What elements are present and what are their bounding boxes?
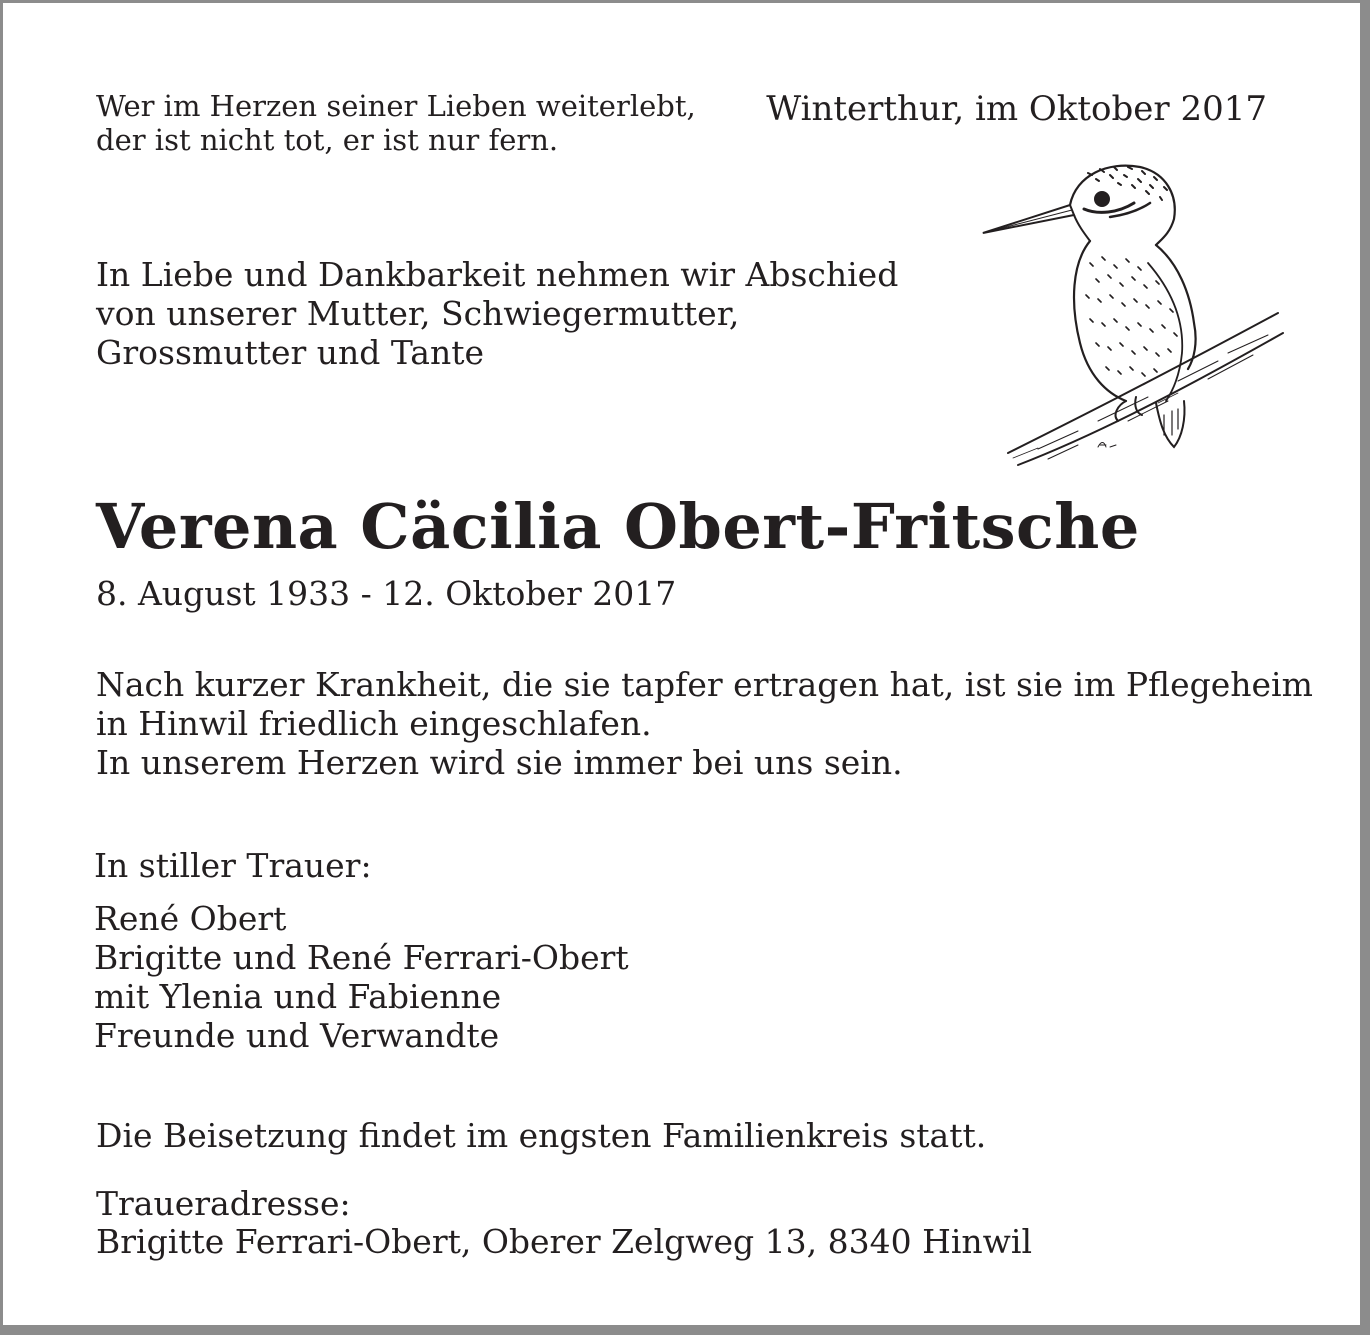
message-line: in Hinwil friedlich eingeschlafen. bbox=[96, 704, 652, 743]
mourner-item: Freunde und Verwandte bbox=[94, 1016, 500, 1055]
address-label: Traueradresse: bbox=[96, 1184, 351, 1223]
mourner-item: Brigitte und René Ferrari-Obert bbox=[94, 938, 629, 977]
intro-text bbox=[96, 255, 898, 372]
motto-line: der ist nicht tot, er ist nur fern. bbox=[96, 123, 559, 157]
intro-line: In Liebe und Dankbarkeit nehmen wir Abschied bbox=[96, 255, 899, 294]
intro-line: Grossmutter und Tante bbox=[96, 333, 485, 372]
motto-line: Wer im Herzen seiner Lieben weiterlebt, bbox=[96, 89, 696, 123]
motto-quote bbox=[96, 89, 696, 157]
passing-message bbox=[96, 665, 1313, 782]
intro-line: von unserer Mutter, Schwiegermutter, bbox=[96, 294, 740, 333]
funeral-note: Die Beisetzung findet im engsten Familienkreis statt. bbox=[96, 1116, 987, 1155]
life-dates: 8. August 1933 - 12. Oktober 2017 bbox=[96, 574, 677, 613]
mourning-address bbox=[96, 1185, 1032, 1261]
message-line: In unserem Herzen wird sie immer bei uns sein. bbox=[96, 743, 903, 782]
deceased-name: Verena Cäcilia Obert-Fritsche bbox=[96, 490, 1140, 563]
address-value: Brigitte Ferrari-Obert, Oberer Zelgweg 13, 8340 Hinwil bbox=[96, 1222, 1033, 1261]
place-date: Winterthur, im Oktober 2017 bbox=[766, 89, 1267, 129]
mourning-heading: In stiller Trauer: bbox=[94, 846, 372, 885]
kingfisher-icon bbox=[978, 153, 1288, 473]
mourner-item: René Obert bbox=[94, 899, 287, 938]
mourners-list bbox=[94, 899, 629, 1055]
mourner-item: mit Ylenia und Fabienne bbox=[94, 977, 502, 1016]
message-line: Nach kurzer Krankheit, die sie tapfer ertragen hat, ist sie im Pflegeheim bbox=[96, 665, 1313, 704]
